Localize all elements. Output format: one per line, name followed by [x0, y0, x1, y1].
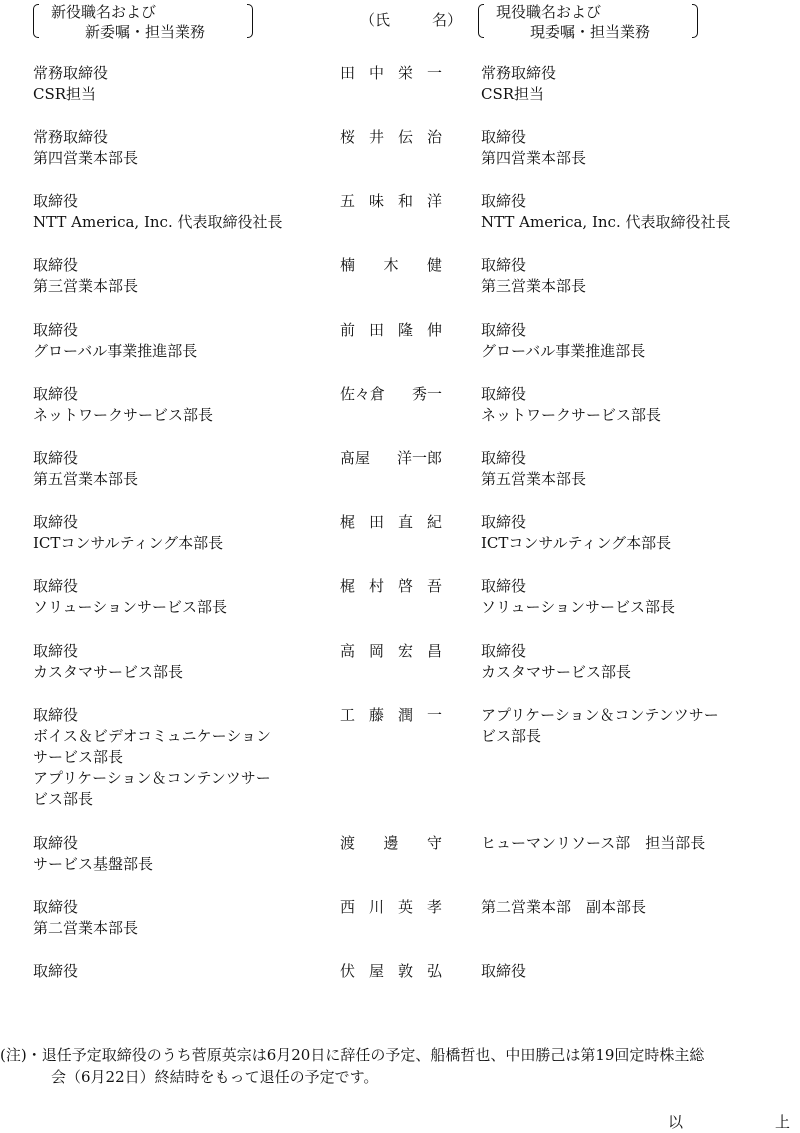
name-part: 隆	[397, 321, 413, 339]
name-part: 伏	[340, 962, 356, 980]
current-position-line: 第二営業本部 副本部長	[481, 898, 647, 916]
new-position-line: 第三営業本部長	[33, 277, 139, 295]
current-position	[481, 641, 781, 683]
current-position	[481, 127, 781, 169]
current-position-line: 取締役	[481, 962, 527, 980]
new-position	[33, 63, 318, 105]
name-part: 弘	[426, 962, 442, 980]
name-part: 吾	[426, 577, 442, 595]
new-position-line: CSR担当	[33, 85, 97, 103]
current-position-line: 取締役	[481, 577, 527, 595]
name-part: 五	[340, 192, 356, 210]
name-part: 潤	[397, 706, 413, 724]
current-position	[481, 191, 781, 233]
header-current-position	[478, 4, 698, 40]
name-part: 守	[426, 834, 442, 852]
current-position-line: 第四営業本部長	[481, 149, 587, 167]
new-position-line: ICTコンサルティング本部長	[33, 534, 224, 552]
officer-name	[340, 833, 442, 854]
current-position-line: 取締役	[481, 449, 527, 467]
new-position-line: 取締役	[33, 834, 79, 852]
name-part: 敦	[397, 962, 413, 980]
current-position-line: 常務取締役	[481, 64, 557, 82]
name-part: 伝	[397, 128, 413, 146]
name-part: 屋	[368, 962, 384, 980]
closing-mark: 以 上	[668, 1113, 790, 1131]
name-part: 井	[368, 128, 384, 146]
name-part: 昌	[426, 642, 442, 660]
officer-name	[340, 127, 442, 148]
current-position-line: 取締役	[481, 256, 527, 274]
new-position	[33, 897, 318, 939]
current-position-line: NTT America, Inc. 代表取締役社長	[481, 213, 731, 231]
new-position-line: 取締役	[33, 192, 79, 210]
officer-name	[340, 705, 442, 726]
current-position	[481, 63, 781, 105]
name-part: 梶	[340, 513, 356, 531]
current-position-line: 取締役	[481, 513, 527, 531]
officer-name	[340, 255, 442, 276]
name-part: 健	[426, 256, 442, 274]
name-part: 秀一	[411, 385, 442, 403]
name-part: 洋一郎	[396, 449, 442, 467]
officer-name	[340, 448, 442, 469]
header-current-line2: 現委嘱・担当業務	[530, 23, 651, 41]
new-position-line: グローバル事業推進部長	[33, 342, 198, 360]
current-position-line: グローバル事業推進部長	[481, 342, 646, 360]
name-part: 伸	[426, 321, 442, 339]
new-position	[33, 127, 318, 169]
new-position	[33, 191, 318, 233]
name-part: 一	[426, 706, 442, 724]
name-part: 高	[340, 642, 356, 660]
new-position-line: ソリューションサービス部長	[33, 598, 227, 616]
name-part: 治	[426, 128, 442, 146]
officer-name	[340, 576, 442, 597]
footnote-line2: 会（6月22日）終結時をもって退任の予定です。	[51, 1068, 379, 1086]
officer-name	[340, 191, 442, 212]
officer-name	[340, 897, 442, 918]
officer-name	[340, 384, 442, 405]
current-position	[481, 512, 781, 554]
current-position	[481, 448, 781, 490]
name-part: 楠	[340, 256, 356, 274]
current-position-line: 取締役	[481, 192, 527, 210]
name-part: 川	[368, 898, 384, 916]
name-part: 洋	[426, 192, 442, 210]
name-part: 宏	[397, 642, 413, 660]
name-part: 岡	[368, 642, 384, 660]
new-position-line: 取締役	[33, 256, 79, 274]
new-position	[33, 320, 318, 362]
new-position-line: サービス部長	[33, 748, 124, 766]
new-position-line: 常務取締役	[33, 64, 109, 82]
header-current-line1: 現役職名および	[496, 3, 602, 21]
name-part: 梶	[340, 577, 356, 595]
name-part: 桜	[340, 128, 356, 146]
name-part: 木	[383, 256, 399, 274]
name-part: 渡	[340, 834, 356, 852]
new-position-line: 取締役	[33, 577, 79, 595]
new-position-line: 取締役	[33, 706, 79, 724]
new-position	[33, 961, 318, 982]
name-part: 佐々倉	[340, 385, 386, 403]
new-position-line: 第二営業本部長	[33, 919, 139, 937]
current-position-line: ソリューションサービス部長	[481, 598, 675, 616]
officer-name	[340, 641, 442, 662]
name-part: 中	[368, 64, 384, 82]
current-position-line: カスタマサービス部長	[481, 663, 632, 681]
new-position-line: 常務取締役	[33, 128, 109, 146]
header-new-position	[33, 4, 253, 40]
name-part: 前	[340, 321, 356, 339]
name-part: 村	[368, 577, 384, 595]
officer-name	[340, 512, 442, 533]
name-part: 工	[340, 706, 356, 724]
new-position-line: NTT America, Inc. 代表取締役社長	[33, 213, 283, 231]
current-position	[481, 897, 781, 918]
new-position	[33, 255, 318, 297]
new-position	[33, 384, 318, 426]
new-position-line: アプリケーション＆コンテンツサー	[33, 769, 271, 787]
name-part: 和	[397, 192, 413, 210]
name-part: 田	[340, 64, 356, 82]
header-new-line1: 新役職名および	[51, 3, 157, 21]
current-position-line: ネットワークサービス部長	[481, 406, 662, 424]
new-position	[33, 448, 318, 490]
name-part: 邊	[383, 834, 399, 852]
current-position-line: ビス部長	[481, 727, 542, 745]
name-part: 孝	[426, 898, 442, 916]
new-position	[33, 576, 318, 618]
current-position	[481, 961, 781, 982]
officer-name	[340, 961, 442, 982]
new-position-line: 第四営業本部長	[33, 149, 139, 167]
new-position-line: 取締役	[33, 962, 79, 980]
current-position-line: 取締役	[481, 385, 527, 403]
new-position-line: 取締役	[33, 513, 79, 531]
name-part: 藤	[368, 706, 384, 724]
new-position-line: サービス基盤部長	[33, 855, 154, 873]
new-position	[33, 512, 318, 554]
name-part: 田	[368, 513, 384, 531]
new-position-line: ビス部長	[33, 790, 94, 808]
current-position-line: 取締役	[481, 128, 527, 146]
current-position-line: 第五営業本部長	[481, 470, 587, 488]
current-position-line: ヒューマンリソース部 担当部長	[481, 834, 706, 852]
name-part: 紀	[426, 513, 442, 531]
name-part: 英	[397, 898, 413, 916]
new-position-line: ネットワークサービス部長	[33, 406, 214, 424]
new-position-line: 取締役	[33, 321, 79, 339]
new-position-line: カスタマサービス部長	[33, 663, 184, 681]
current-position-line: 第三営業本部長	[481, 277, 587, 295]
name-part: 髙屋	[340, 449, 371, 467]
current-position-line: 取締役	[481, 642, 527, 660]
footnote-line1: (注)・退任予定取締役のうち菅原英宗は6月20日に辞任の予定、船橋哲也、中田勝己は第19回定時株主総	[0, 1046, 705, 1064]
new-position-line: 取締役	[33, 385, 79, 403]
new-position-line: 取締役	[33, 449, 79, 467]
current-position	[481, 705, 781, 747]
current-position-line: 取締役	[481, 321, 527, 339]
current-position-line: ICTコンサルティング本部長	[481, 534, 672, 552]
new-position	[33, 641, 318, 683]
name-part: 啓	[397, 577, 413, 595]
header-new-line2: 新委嘱・担当業務	[85, 23, 206, 41]
name-part: 直	[397, 513, 413, 531]
officer-name	[340, 63, 442, 84]
name-part: 味	[368, 192, 384, 210]
name-part: 栄	[397, 64, 413, 82]
name-part: 西	[340, 898, 356, 916]
current-position	[481, 320, 781, 362]
name-part: 一	[426, 64, 442, 82]
current-position	[481, 255, 781, 297]
new-position	[33, 833, 318, 875]
new-position-line: 取締役	[33, 898, 79, 916]
officer-name	[340, 320, 442, 341]
new-position-line: 第五営業本部長	[33, 470, 139, 488]
current-position-line: CSR担当	[481, 85, 545, 103]
new-position-line: ボイス＆ビデオコミュニケーション	[33, 727, 272, 745]
current-position	[481, 384, 781, 426]
new-position	[33, 705, 318, 810]
current-position	[481, 576, 781, 618]
current-position	[481, 833, 781, 854]
header-name: （氏 名）	[360, 11, 463, 29]
new-position-line: 取締役	[33, 642, 79, 660]
name-part: 田	[368, 321, 384, 339]
current-position-line: アプリケーション＆コンテンツサー	[481, 706, 719, 724]
